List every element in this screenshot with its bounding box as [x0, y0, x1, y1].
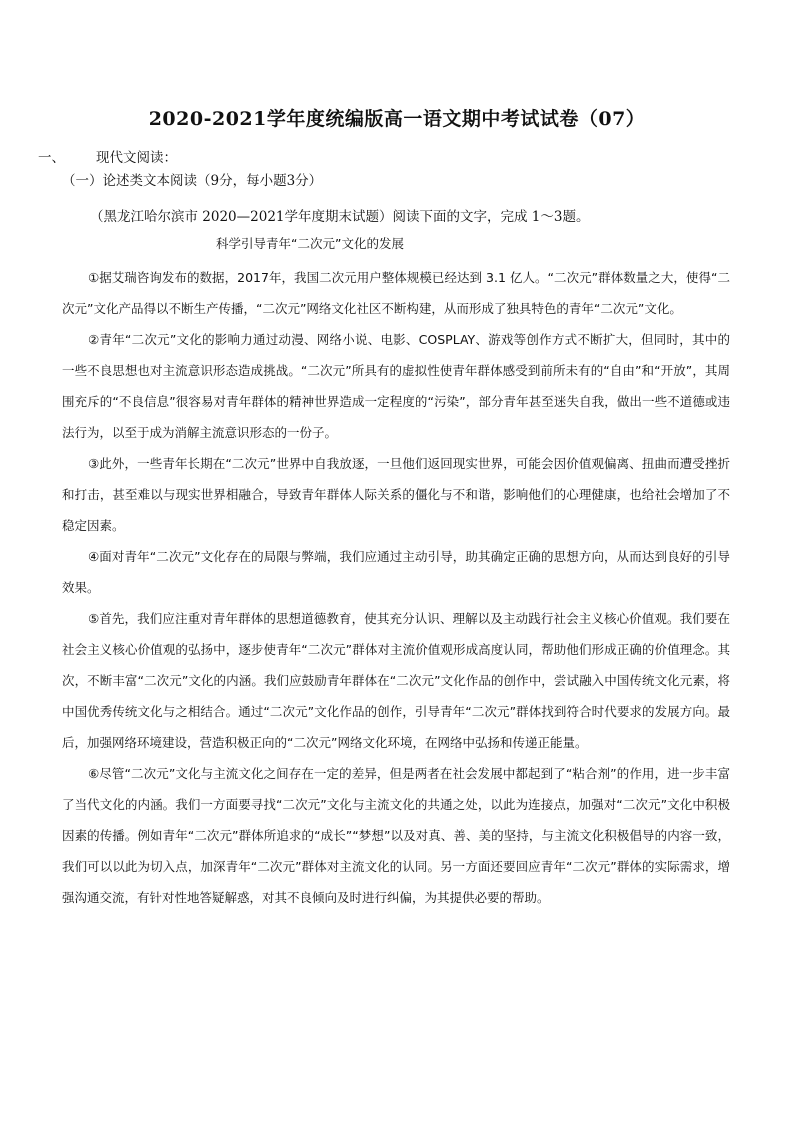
- subsection-heading: （一）论述类文本阅读（9分，每小题3分）: [62, 173, 323, 189]
- section-number: 一、: [38, 150, 65, 166]
- article-title: 科学引导青年“二次元”文化的发展: [216, 236, 404, 251]
- section-label: 现代文阅读：: [96, 150, 177, 166]
- paragraph-5: ⑤首先，我们应注重对青年群体的思想道德教育，使其充分认识、理解以及主动践行社会主义核心价值观。我们要在社会主义核心价值观的弘扬中，逐步使青年“二次元”群体对主流价值观形成高度认同，帮助他们形成正确的价值理念。其次，不断丰富“二次元”文化的内涵。我们应鼓励青年群体在“二次元”文化作品的创作中，尝试融入中国传统文化元素，将中国优秀传统文化与之相结合。通过“二次元”文化作品的创作，引导青年“二次元”群体找到符合时代要求的发展方向。最后，加强网络环境建设，营造积极正向的“二次元”网络文化环境，在网络中弘扬和传递正能量。: [62, 611, 730, 750]
- paragraph-4: ④面对青年“二次元”文化存在的局限与弊端，我们应通过主动引导，助其确定正确的思想方向，从而达到良好的引导效果。: [62, 549, 730, 595]
- paragraph-6: ⑥尽管“二次元”文化与主流文化之间存在一定的差异，但是两者在社会发展中都起到了“粘合剂”的作用，进一步丰富了当代文化的内涵。我们一方面要寻找“二次元”文化与主流文化的共通之处，以此为连接点，加强对“二次元”文化中积极因素的传播。例如青年“二次元”群体所追求的“成长”“梦想”以及对真、善、美的坚持，与主流文化积极倡导的内容一致，我们可以以此为切入点，加深青年“二次元”群体对主流文化的认同。另一方面还要回应青年“二次元”群体的实际需求，增强沟通交流，有针对性地答疑解惑，对其不良倾向及时进行纠偏，为其提供必要的帮助。: [62, 766, 730, 905]
- source-note: （黑龙江哈尔滨市 2020—2021学年度期末试题）阅读下面的文字，完成 1～3题。: [90, 209, 590, 225]
- article-body: [62, 262, 730, 913]
- section-heading: [38, 146, 177, 166]
- paragraph-1: ①据艾瑞咨询发布的数据，2017年，我国二次元用户整体规模已经达到 3.1 亿人。“二次元”群体数量之大，使得“二次元”文化产品得以不断生产传播，“二次元”网络文化社区不断构建，从而形成了独具特色的青年“二次元”文化。: [62, 270, 730, 316]
- paragraph-3: ③此外，一些青年长期在“二次元”世界中自我放逐，一旦他们返回现实世界，可能会因价值观偏离、扭曲而遭受挫折和打击，甚至难以与现实世界相融合，导致青年群体人际关系的僵化与不和谐，影响他们的心理健康，也给社会增加了不稳定因素。: [62, 456, 730, 533]
- exam-title: 2020-2021学年度统编版高一语文期中考试试卷（07）: [148, 108, 646, 130]
- paragraph-2: ②青年“二次元”文化的影响力通过动漫、网络小说、电影、COSPLAY、游戏等创作方式不断扩大，但同时，其中的一些不良思想也对主流意识形态造成挑战。“二次元”所具有的虚拟性使青年群体感受到前所未有的“自由”和“开放”，其周围充斥的“不良信息”很容易对青年群体的精神世界造成一定程度的“污染”，部分青年甚至迷失自我，做出一些不道德或违法行为，以至于成为消解主流意识形态的一份子。: [62, 332, 730, 440]
